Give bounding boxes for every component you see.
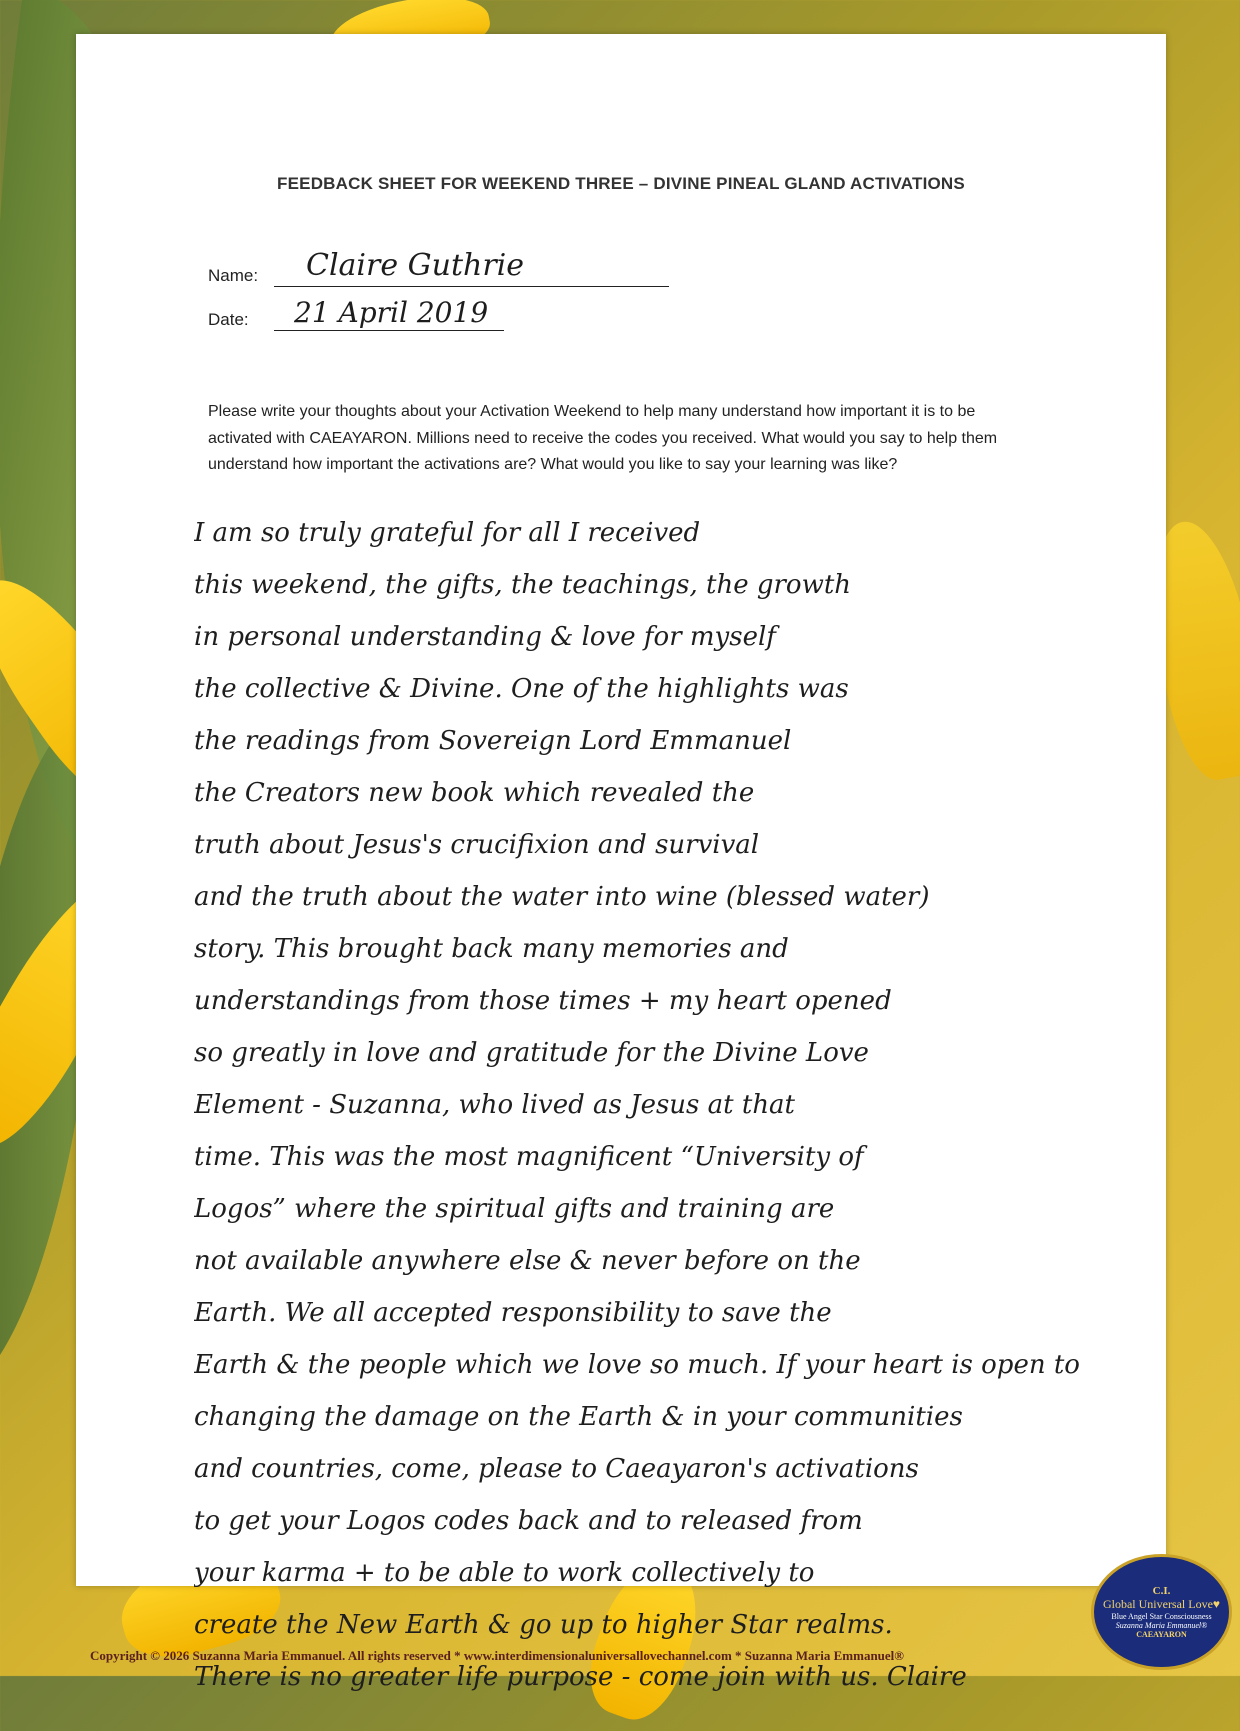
handwritten-line: the readings from Sovereign Lord Emmanuel: [194, 726, 792, 756]
handwritten-line: not available anywhere else & never before on the: [194, 1246, 861, 1276]
handwritten-line: understandings from those times + my heart opened: [194, 986, 892, 1016]
logo-line: C.I.: [1152, 1585, 1171, 1597]
handwritten-line: Element - Suzanna, who lived as Jesus at that: [194, 1090, 796, 1120]
global-universal-love-logo: [1091, 1554, 1232, 1670]
logo-line: Global Universal Love♥: [1102, 1597, 1221, 1611]
handwritten-line: this weekend, the gifts, the teachings, the growth: [194, 570, 852, 600]
copyright-footer: Copyright © 2026 Suzanna Maria Emmanuel. All rights reserved * www.interdimensionaluniversallovechannel.com * Suzanna Maria Emmanuel®: [90, 1648, 905, 1663]
date-underline: [274, 330, 504, 331]
name-value: Claire Guthrie: [306, 248, 525, 283]
handwritten-line: story. This brought back many memories and: [194, 934, 789, 964]
handwritten-line: to get your Logos codes back and to released from: [194, 1506, 863, 1536]
handwritten-feedback: [194, 507, 1144, 1703]
name-label: Name:: [208, 266, 259, 285]
date-value: 21 April 2019: [294, 296, 489, 329]
handwritten-line: Logos” where the spiritual gifts and training are: [194, 1194, 835, 1224]
handwritten-line: the collective & Divine. One of the highlights was: [194, 674, 849, 704]
handwritten-line: changing the damage on the Earth & in your communities: [194, 1402, 963, 1432]
logo-line: Suzanna Maria Emmanuel®: [1115, 1621, 1208, 1630]
handwritten-line: I am so truly grateful for all I received: [194, 518, 701, 548]
handwritten-line: time. This was the most magnificent “University of: [194, 1142, 864, 1172]
date-label: Date:: [208, 310, 249, 329]
name-underline: [274, 286, 669, 287]
handwritten-line: and countries, come, please to Caeayaron's activations: [194, 1454, 919, 1484]
logo-line: Blue Angel Star Consciousness: [1111, 1612, 1212, 1621]
handwritten-line: truth about Jesus's crucifixion and survival: [194, 830, 760, 860]
handwritten-line: and the truth about the water into wine (blessed water): [194, 882, 930, 912]
handwritten-line: the Creators new book which revealed the: [194, 778, 755, 808]
handwritten-line: so greatly in love and gratitude for the Divine Love: [194, 1038, 869, 1068]
sheet-title: FEEDBACK SHEET FOR WEEKEND THREE – DIVINE PINEAL GLAND ACTIVATIONS: [277, 174, 965, 193]
handwritten-line: Earth. We all accepted responsibility to save the: [194, 1298, 832, 1328]
feedback-prompt: Please write your thoughts about your Activation Weekend to help many understand how important it is to be activated with CAEAYARON. Millions need to receive the codes you received. What would you say to help them understand how important the activations are? What would you like to say your learning was like?: [208, 403, 998, 473]
handwritten-line: in personal understanding & love for myself: [194, 622, 776, 652]
handwritten-line: Earth & the people which we love so much. If your heart is open to: [194, 1350, 1080, 1380]
handwritten-line: create the New Earth & go up to higher Star realms.: [194, 1610, 893, 1640]
handwritten-line: There is no greater life purpose - come join with us. Claire: [194, 1662, 967, 1692]
logo-line: CAEAYARON: [1136, 1630, 1187, 1639]
handwritten-line: your karma + to be able to work collectively to: [194, 1558, 815, 1588]
